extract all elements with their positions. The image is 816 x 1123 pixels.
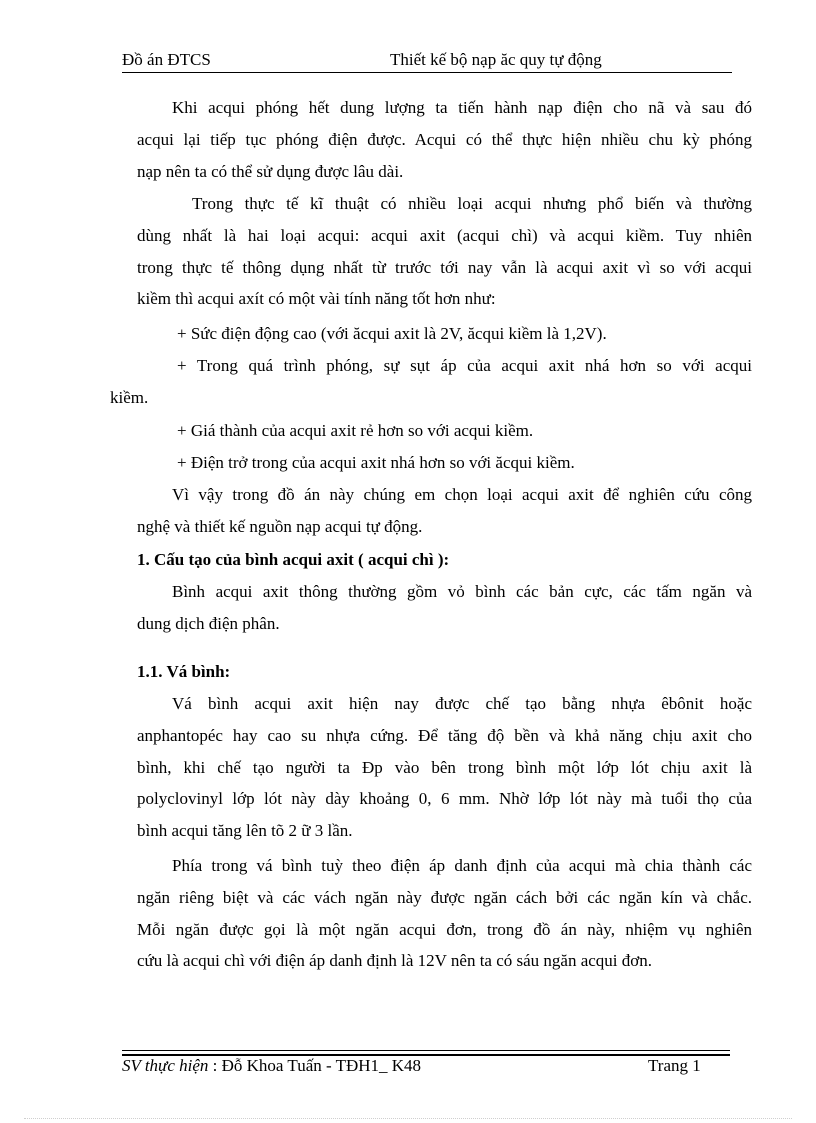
paragraph-1-rest: acqui lại tiếp tục phóng điện được. Acqui có thể thực hiện nhiều chu kỳ phóng nạp nên ta có thể sử dụng được lâu dài. <box>137 130 752 181</box>
page-header <box>122 50 732 72</box>
page-bottom-border <box>24 1118 792 1119</box>
header-left-text: Đồ án ĐTCS <box>122 50 211 69</box>
paragraph-6-rest: ngăn riêng biệt và các vách ngăn này được ngăn cách bởi các ngăn kín và chắc. Mỗi ngăn được gọi là một ngăn acqui đơn, trong đồ án này, nhiệm vụ nghiên cứu là acqui chì với điện áp danh định là 12V nên ta có sáu ngăn acqui đơn. <box>137 888 752 970</box>
paragraph-4-rest: dung dịch điện phân. <box>137 614 280 633</box>
paragraph-2-line-1: Trong thực tế kĩ thuật có nhiều loại acqui nhưng phổ biến và thường <box>192 194 752 213</box>
section-heading-1: 1. Cấu tạo của bình acqui axit ( acqui chì ): <box>137 550 450 569</box>
paragraph-3-rest: nghệ và thiết kế nguồn nạp acqui tự động. <box>137 517 423 536</box>
header-rule <box>122 72 732 73</box>
paragraph-4-line-1: Bình acqui axit thông thường gồm vỏ bình các bản cực, các tấm ngăn và <box>172 582 752 601</box>
bullet-4: + Điện trở trong của acqui axit nhá hơn so với ăcqui kiềm. <box>177 453 575 472</box>
paragraph-3-line-1: Vì vậy trong đồ án này chúng em chọn loại acqui axit để nghiên cứu công <box>172 485 752 504</box>
paragraph-5-line-1: Vá bình acqui axit hiện nay được chế tạo bằng nhựa êbônit hoặc <box>172 694 752 713</box>
bullet-2-line-2: kiềm. <box>110 388 149 407</box>
paragraph-2-rest: dùng nhất là hai loại acqui: acqui axit (acqui chì) và acqui kiềm. Tuy nhiên trong thực tế thông dụng nhất từ trước tới nay vẫn là acqui axit vì so với acqui kiềm thì acqui axít có một vài tính năng tốt hơn như: <box>137 226 752 308</box>
bullet-1: + Sức điện động cao (với ăcqui axit là 2V, ăcqui kiềm là 1,2V). <box>177 324 607 343</box>
footer-author-label: SV thực hiện <box>122 1056 209 1075</box>
page-number: Trang 1 <box>648 1056 701 1075</box>
footer-author <box>122 1056 421 1076</box>
paragraph-1-line-1: Khi acqui phóng hết dung lượng ta tiến hành nạp điện cho nã và sau đó <box>172 98 752 117</box>
bullet-2-line-1: + Trong quá trình phóng, sự sụt áp của acqui axit nhá hơn so với acqui <box>177 356 752 375</box>
bullet-3: + Giá thành của acqui axit rẻ hơn so với acqui kiềm. <box>177 421 534 440</box>
footer-rule-thin <box>122 1050 730 1051</box>
section-heading-1-1: 1.1. Vá bình: <box>137 662 231 681</box>
paragraph-6-line-1: Phía trong vá bình tuỳ theo điện áp danh định của acqui mà chia thành các <box>172 856 752 875</box>
header-right-text: Thiết kế bộ nạp ăc quy tự động <box>390 50 602 69</box>
paragraph-5-rest: anphantopéc hay cao su nhựa cứng. Để tăng độ bền và khả năng chịu axit cho bình, khi chế tạo người ta Đp vào bên trong bình một lớp lót chịu axit là polyclovinyl lớp lót này dày khoảng 0, 6 mm. Nhờ lớp lót này mà tuổi thọ của bình acqui tăng lên tõ 2 ữ 3 lần. <box>137 726 752 840</box>
footer-author-name: : Đỗ Khoa Tuấn - TĐH1_ K48 <box>208 1056 422 1075</box>
